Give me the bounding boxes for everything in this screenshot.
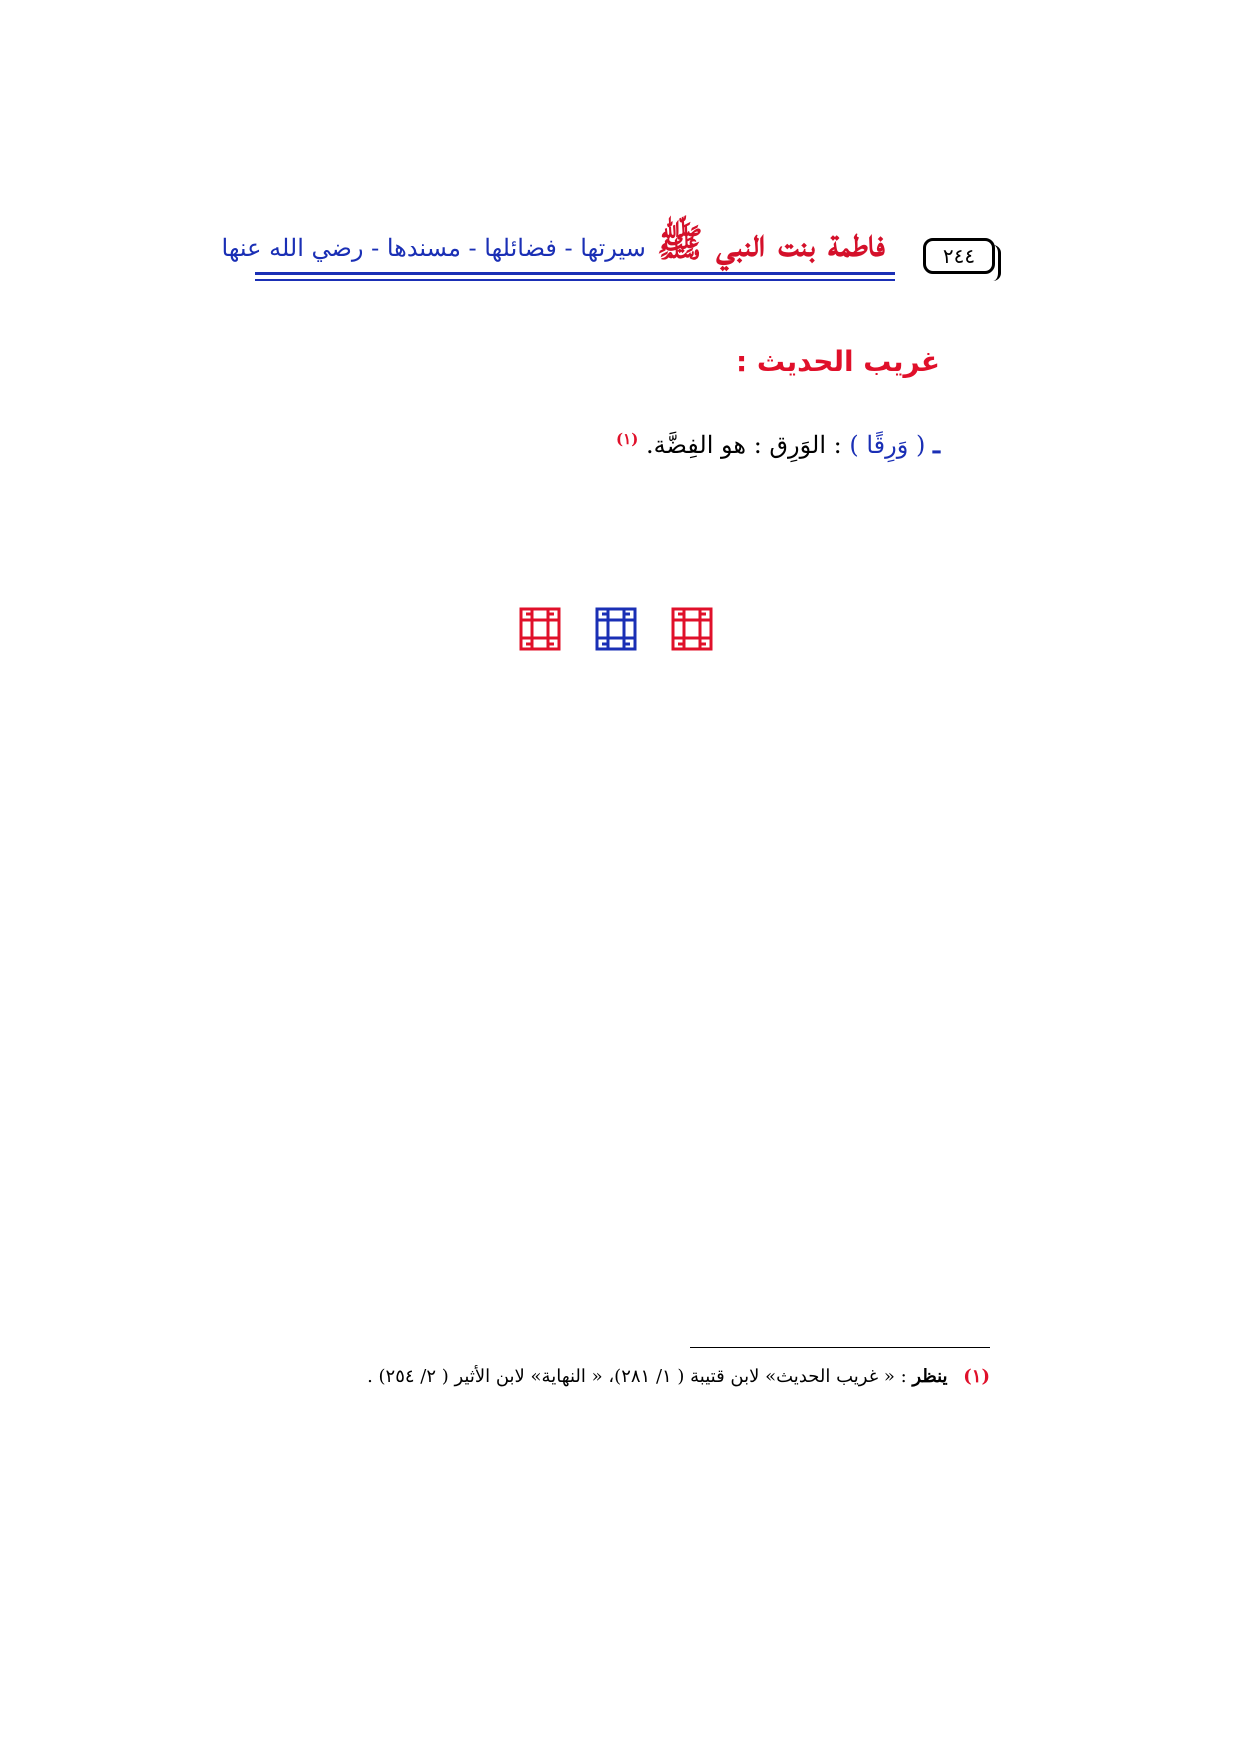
section-heading: غريب الحديث :	[735, 345, 940, 378]
header-rule	[255, 272, 895, 275]
footnote-lead: ينظر	[912, 1366, 948, 1387]
footnote-separator	[690, 1347, 990, 1348]
footnote-number: (١)	[963, 1366, 990, 1387]
knot-ornament-icon	[670, 606, 714, 652]
entry-definition: : الوَرِق : هو الفِضَّة.	[645, 431, 842, 459]
book-subtitle: سيرتها - فضائلها - مسندها - رضي الله عنها	[221, 234, 646, 262]
footnote-reference[interactable]: (١)	[616, 430, 639, 448]
header-rule-secondary	[255, 279, 895, 281]
glossary-entry	[616, 430, 940, 459]
entry-dash: ـ	[932, 430, 940, 459]
entry-term: ( وَرِقًا )	[849, 431, 926, 459]
section-divider-ornaments	[518, 606, 718, 654]
page-number: ٢٤٤	[923, 238, 995, 274]
running-title	[221, 220, 885, 278]
page-header	[221, 220, 995, 290]
footnote	[270, 1366, 990, 1387]
knot-ornament-icon	[594, 606, 638, 652]
book-title: فاطمة بنت النبي ﷺ	[657, 220, 885, 265]
knot-ornament-icon	[518, 606, 562, 652]
footnote-text: : « غريب الحديث» لابن قتيبة ( ١/ ٢٨١)، « النهاية» لابن الأثير ( ٢/ ٢٥٤) .	[367, 1366, 907, 1387]
